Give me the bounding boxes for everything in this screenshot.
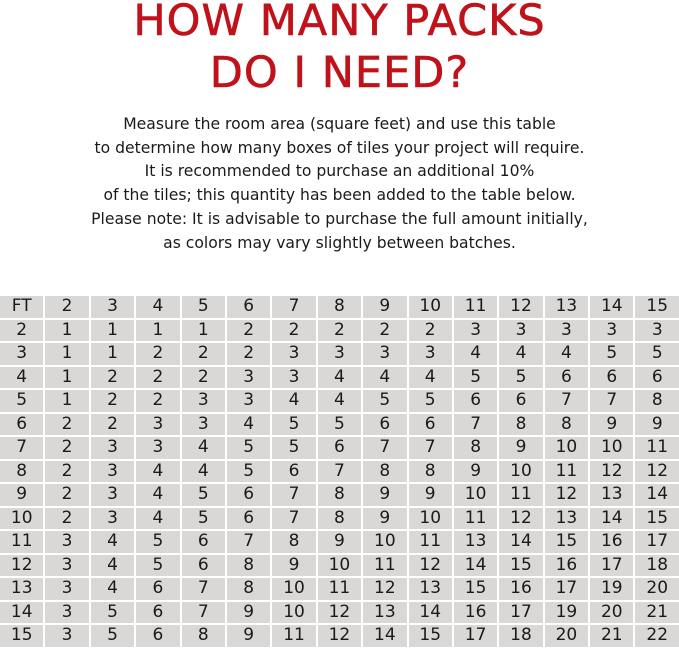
table-cell: 9 (409, 484, 452, 506)
table-cell: 5 (182, 484, 225, 506)
table-cell: 12 (545, 484, 588, 506)
table-cell: 10 (590, 437, 633, 459)
table-cell: 16 (590, 531, 633, 553)
table-cell: 9 (318, 531, 361, 553)
table-cell: 5 (499, 367, 542, 389)
table-cell: 13 (454, 531, 497, 553)
table-cell: 3 (499, 320, 542, 342)
table-cell: 16 (545, 555, 588, 577)
table-cell: 6 (136, 625, 179, 647)
table-cell: 6 (590, 367, 633, 389)
table-cell: 13 (363, 602, 406, 624)
table-cell: 3 (91, 508, 134, 530)
table-cell: 15 (409, 625, 452, 647)
intro-text (0, 113, 679, 255)
table-row (0, 508, 679, 530)
table-row-header: 8 (0, 461, 43, 483)
table-column-header: 7 (272, 296, 315, 318)
table-cell: 2 (91, 414, 134, 436)
table-row (0, 484, 679, 506)
table-cell: 5 (318, 414, 361, 436)
table-row-header: 10 (0, 508, 43, 530)
table-cell: 14 (409, 602, 452, 624)
intro-line: It is recommended to purchase an additional 10% (144, 162, 535, 181)
table-cell: 7 (409, 437, 452, 459)
table-cell: 2 (136, 390, 179, 412)
table-row-header: 5 (0, 390, 43, 412)
table-header-row (0, 296, 679, 318)
table-cell: 11 (409, 531, 452, 553)
table-cell: 3 (91, 437, 134, 459)
table-cell: 15 (454, 578, 497, 600)
table-cell: 2 (91, 390, 134, 412)
table-cell: 7 (545, 390, 588, 412)
table-cell: 13 (545, 508, 588, 530)
table-cell: 3 (409, 343, 452, 365)
table-cell: 4 (318, 390, 361, 412)
table-row (0, 437, 679, 459)
table-cell: 13 (590, 484, 633, 506)
table-cell: 4 (136, 508, 179, 530)
table-cell: 7 (318, 461, 361, 483)
table-cell: 4 (182, 461, 225, 483)
table-cell: 6 (136, 578, 179, 600)
table-row (0, 602, 679, 624)
table-cell: 7 (454, 414, 497, 436)
table-cell: 8 (545, 414, 588, 436)
table-cell: 2 (45, 414, 88, 436)
table-row-header: 3 (0, 343, 43, 365)
table-cell: 4 (409, 367, 452, 389)
table-cell: 4 (545, 343, 588, 365)
intro-line: Please note: It is advisable to purchase the full amount initially, (91, 209, 588, 228)
table-cell: 1 (45, 320, 88, 342)
table-cell: 3 (227, 367, 270, 389)
table-cell: 12 (635, 461, 679, 483)
table-cell: 7 (590, 390, 633, 412)
table-cell: 8 (182, 625, 225, 647)
table-column-header: 13 (545, 296, 588, 318)
table-cell: 18 (635, 555, 679, 577)
table-cell: 6 (182, 555, 225, 577)
table-cell: 2 (182, 367, 225, 389)
table-cell: 6 (454, 390, 497, 412)
table-cell: 3 (45, 555, 88, 577)
table-cell: 5 (136, 531, 179, 553)
table-cell: 12 (590, 461, 633, 483)
table-cell: 6 (363, 414, 406, 436)
table-cell: 12 (409, 555, 452, 577)
table-cell: 14 (499, 531, 542, 553)
table-cell: 7 (182, 578, 225, 600)
table-cell: 22 (635, 625, 679, 647)
table-cell: 5 (409, 390, 452, 412)
table-cell: 10 (272, 602, 315, 624)
table-row (0, 343, 679, 365)
table-cell: 1 (45, 390, 88, 412)
table-cell: 11 (545, 461, 588, 483)
table-cell: 4 (91, 578, 134, 600)
table-cell: 8 (363, 461, 406, 483)
table-cell: 5 (272, 414, 315, 436)
table-cell: 9 (635, 414, 679, 436)
table-cell: 6 (272, 461, 315, 483)
table-cell: 9 (590, 414, 633, 436)
table-column-header: 8 (318, 296, 361, 318)
table-cell: 4 (227, 414, 270, 436)
table-cell: 5 (363, 390, 406, 412)
table-cell: 3 (91, 484, 134, 506)
table-row-header: 2 (0, 320, 43, 342)
table-cell: 2 (45, 461, 88, 483)
table-cell: 5 (227, 461, 270, 483)
table-cell: 6 (545, 367, 588, 389)
table-cell: 6 (318, 437, 361, 459)
table-column-header: 11 (454, 296, 497, 318)
table-cell: 3 (45, 625, 88, 647)
table-cell: 12 (499, 508, 542, 530)
table-cell: 3 (590, 320, 633, 342)
table-cell: 13 (409, 578, 452, 600)
table-cell: 8 (454, 437, 497, 459)
table-cell: 2 (182, 343, 225, 365)
table-cell: 6 (409, 414, 452, 436)
table-cell: 9 (499, 437, 542, 459)
table-cell: 4 (363, 367, 406, 389)
table-cell: 10 (454, 484, 497, 506)
table-cell: 4 (136, 484, 179, 506)
table-cell: 4 (499, 343, 542, 365)
table-cell: 21 (590, 625, 633, 647)
table-cell: 17 (545, 578, 588, 600)
table-cell: 2 (318, 320, 361, 342)
table-row-header: 4 (0, 367, 43, 389)
intro-line: as colors may vary slightly between batches. (163, 233, 516, 252)
table-cell: 6 (227, 484, 270, 506)
table-cell: 5 (182, 508, 225, 530)
table-row-header: 6 (0, 414, 43, 436)
table-cell: 8 (635, 390, 679, 412)
table-cell: 17 (454, 625, 497, 647)
table-cell: 14 (363, 625, 406, 647)
table-cell: 8 (409, 461, 452, 483)
table-cell: 19 (545, 602, 588, 624)
table-row-header: 9 (0, 484, 43, 506)
table-cell: 3 (182, 390, 225, 412)
table-cell: 17 (590, 555, 633, 577)
table-cell: 3 (545, 320, 588, 342)
table-column-header: 15 (635, 296, 679, 318)
table-cell: 4 (454, 343, 497, 365)
table-cell: 2 (91, 367, 134, 389)
table-cell: 2 (136, 367, 179, 389)
table-cell: 20 (545, 625, 588, 647)
table-cell: 7 (227, 531, 270, 553)
table-cell: 15 (499, 555, 542, 577)
table-cell: 12 (318, 625, 361, 647)
table-cell: 4 (182, 437, 225, 459)
table-cell: 10 (499, 461, 542, 483)
table-cell: 1 (45, 343, 88, 365)
table-cell: 7 (182, 602, 225, 624)
table-cell: 10 (545, 437, 588, 459)
table-cell: 7 (363, 437, 406, 459)
table-cell: 2 (45, 437, 88, 459)
table-cell: 18 (499, 625, 542, 647)
table-cell: 8 (227, 555, 270, 577)
table-cell: 15 (635, 508, 679, 530)
table-cell: 3 (318, 343, 361, 365)
table-cell: 4 (91, 531, 134, 553)
table-cell: 3 (363, 343, 406, 365)
table-cell: 6 (182, 531, 225, 553)
table-cell: 3 (182, 414, 225, 436)
table-column-header: 12 (499, 296, 542, 318)
table-cell: 5 (590, 343, 633, 365)
table-cell: 8 (318, 484, 361, 506)
table-cell: 10 (409, 508, 452, 530)
table-cell: 5 (227, 437, 270, 459)
table-column-header: 5 (182, 296, 225, 318)
packs-table (0, 294, 679, 649)
table-cell: 3 (272, 343, 315, 365)
table-row (0, 414, 679, 436)
table-cell: 3 (635, 320, 679, 342)
table-cell: 6 (499, 390, 542, 412)
table-cell: 14 (635, 484, 679, 506)
table-row-header: 15 (0, 625, 43, 647)
table-cell: 3 (136, 437, 179, 459)
table-cell: 2 (136, 343, 179, 365)
table-cell: 1 (136, 320, 179, 342)
table-cell: 20 (590, 602, 633, 624)
table-cell: 9 (227, 602, 270, 624)
table-cell: 1 (91, 343, 134, 365)
table-cell: 12 (318, 602, 361, 624)
table-cell: 2 (227, 320, 270, 342)
table-cell: 9 (227, 625, 270, 647)
table-cell: 5 (91, 625, 134, 647)
table-cell: 3 (272, 367, 315, 389)
table-cell: 17 (635, 531, 679, 553)
table-cell: 5 (635, 343, 679, 365)
table-cell: 7 (272, 508, 315, 530)
table-cell: 21 (635, 602, 679, 624)
table-row-header: 13 (0, 578, 43, 600)
table-cell: 10 (272, 578, 315, 600)
table-column-header: 4 (136, 296, 179, 318)
table-cell: 3 (91, 461, 134, 483)
intro-line: of the tiles; this quantity has been added to the table below. (103, 186, 576, 205)
intro-line: Measure the room area (square feet) and use this table (123, 115, 556, 133)
table-cell: 12 (363, 578, 406, 600)
table-cell: 3 (45, 578, 88, 600)
table-cell: 11 (499, 484, 542, 506)
table-cell: 3 (227, 390, 270, 412)
table-cell: 11 (635, 437, 679, 459)
table-corner-cell: FT (0, 296, 43, 318)
table-cell: 19 (590, 578, 633, 600)
table-cell: 2 (227, 343, 270, 365)
table-cell: 4 (318, 367, 361, 389)
table-row (0, 320, 679, 342)
table-cell: 4 (136, 461, 179, 483)
table-row-header: 12 (0, 555, 43, 577)
table-cell: 14 (454, 555, 497, 577)
table-column-header: 9 (363, 296, 406, 318)
table-cell: 17 (499, 602, 542, 624)
table-cell: 5 (272, 437, 315, 459)
table-cell: 15 (545, 531, 588, 553)
table-cell: 10 (363, 531, 406, 553)
table-column-header: 10 (409, 296, 452, 318)
table-row-header: 11 (0, 531, 43, 553)
intro-line: to determine how many boxes of tiles your project will require. (94, 138, 585, 157)
table-cell: 11 (272, 625, 315, 647)
table-row (0, 367, 679, 389)
table-cell: 7 (272, 484, 315, 506)
packs-table-body (0, 296, 679, 647)
table-cell: 3 (454, 320, 497, 342)
table-cell: 1 (45, 367, 88, 389)
table-cell: 16 (499, 578, 542, 600)
table-cell: 1 (182, 320, 225, 342)
table-cell: 2 (409, 320, 452, 342)
table-cell: 4 (272, 390, 315, 412)
table-cell: 8 (227, 578, 270, 600)
table-cell: 11 (318, 578, 361, 600)
table-cell: 1 (91, 320, 134, 342)
table-cell: 9 (363, 484, 406, 506)
table-cell: 8 (499, 414, 542, 436)
table-cell: 3 (136, 414, 179, 436)
table-column-header: 6 (227, 296, 270, 318)
table-cell: 8 (272, 531, 315, 553)
table-cell: 9 (272, 555, 315, 577)
table-cell: 2 (45, 484, 88, 506)
table-cell: 9 (454, 461, 497, 483)
table-cell: 20 (635, 578, 679, 600)
table-cell: 2 (363, 320, 406, 342)
table-cell: 11 (363, 555, 406, 577)
page-title-line-2: DO I NEED? (209, 48, 470, 98)
table-cell: 6 (635, 367, 679, 389)
table-cell: 6 (227, 508, 270, 530)
table-cell: 3 (45, 602, 88, 624)
table-cell: 3 (45, 531, 88, 553)
table-cell: 9 (363, 508, 406, 530)
table-row-header: 7 (0, 437, 43, 459)
table-cell: 5 (454, 367, 497, 389)
table-row (0, 555, 679, 577)
table-row (0, 461, 679, 483)
table-column-header: 3 (91, 296, 134, 318)
page-title-line-1: HOW MANY PACKS (133, 0, 546, 46)
table-column-header: 2 (45, 296, 88, 318)
table-cell: 14 (590, 508, 633, 530)
table-cell: 10 (318, 555, 361, 577)
table-cell: 8 (318, 508, 361, 530)
table-cell: 16 (454, 602, 497, 624)
table-row (0, 390, 679, 412)
table-row-header: 14 (0, 602, 43, 624)
table-column-header: 14 (590, 296, 633, 318)
table-cell: 2 (45, 508, 88, 530)
table-cell: 6 (136, 602, 179, 624)
table-cell: 4 (91, 555, 134, 577)
table-cell: 2 (272, 320, 315, 342)
table-row (0, 625, 679, 647)
table-cell: 5 (91, 602, 134, 624)
table-row (0, 578, 679, 600)
table-cell: 11 (454, 508, 497, 530)
table-row (0, 531, 679, 553)
table-cell: 5 (136, 555, 179, 577)
